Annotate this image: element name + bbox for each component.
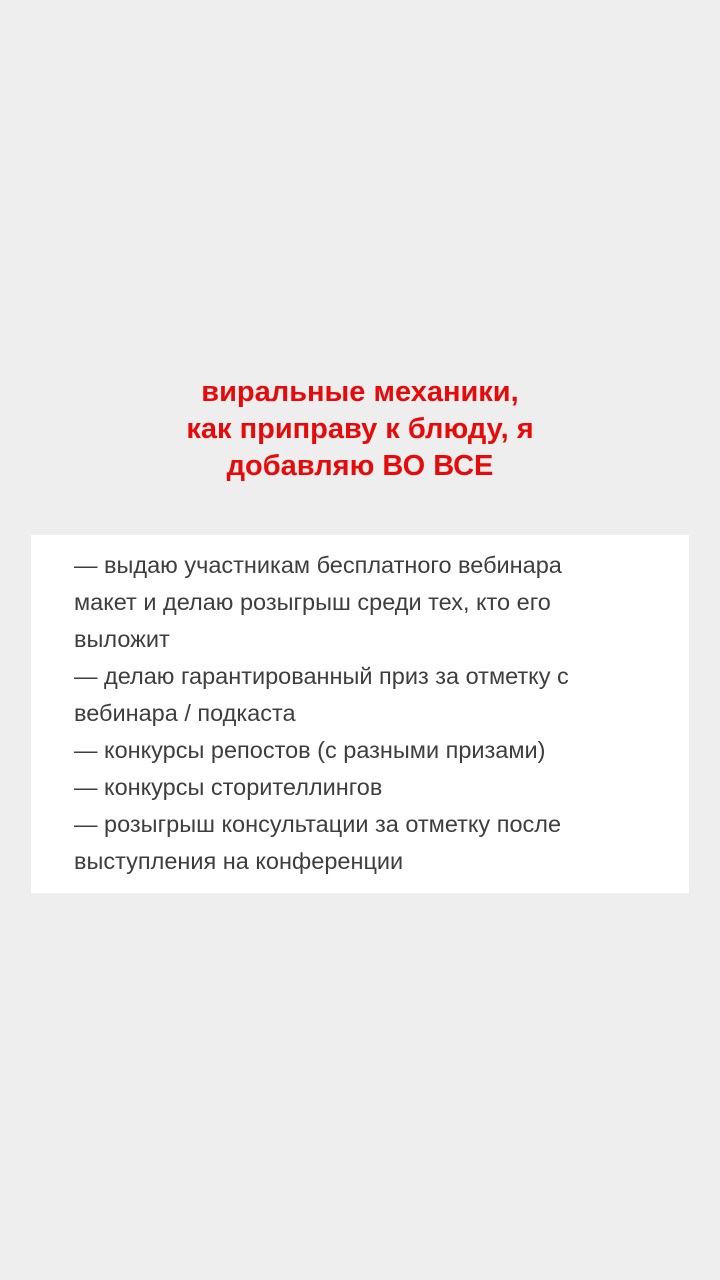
list-line: — выдаю участникам бесплатного вебинара [74, 552, 562, 578]
text-card [31, 535, 689, 893]
list-line: — конкурсы репостов (с разными призами) [74, 737, 546, 763]
list-line: выложит [74, 626, 170, 652]
list-line: выступления на конференции [74, 848, 404, 874]
mechanics-list [74, 547, 679, 880]
list-line: — делаю гарантированный приз за отметку с [74, 663, 569, 689]
list-line: вебинара / подкаста [74, 700, 296, 726]
headline-line: добавляю ВО ВСЕ [226, 450, 494, 482]
headline-line: виральные механики, [201, 376, 519, 408]
list-line: макет и делаю розыгрыш среди тех, кто его [74, 589, 551, 615]
list-line: — розыгрыш консультации за отметку после [74, 811, 562, 837]
headline [0, 374, 720, 485]
list-line: — конкурсы сторителлингов [74, 774, 383, 800]
headline-line: как приправу к блюду, я [186, 413, 534, 445]
